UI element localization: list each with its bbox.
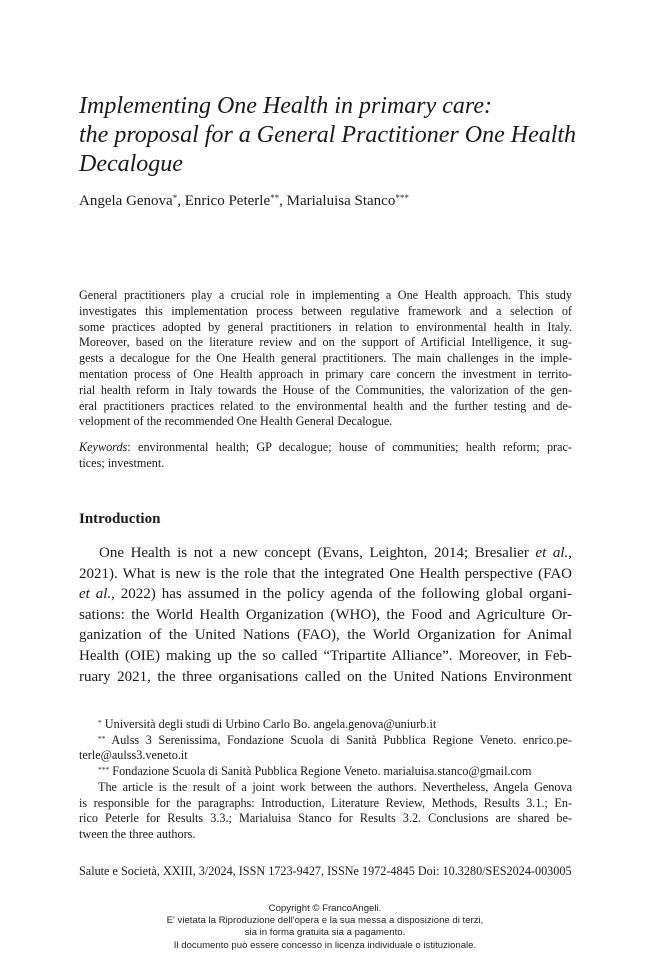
title-line: the proposal for a General Practitioner One Health — [79, 122, 577, 148]
copyright-line: Copyright © FrancoAngeli. — [268, 903, 382, 914]
abstract-line: gests a decalogue for the One Health general practitioners. The main challenges in the imple- — [79, 351, 572, 366]
copyright-notice — [0, 903, 650, 952]
footnote-mark: * — [98, 718, 102, 727]
author-list — [79, 191, 599, 211]
abstract-line: some practices adopted by general practitioners in relation to environmental health in Italy. — [79, 319, 572, 334]
author-footnote-mark: * — [172, 193, 178, 203]
keywords-text: : environmental health; GP decalogue; house of communities; health reform; prac- — [127, 440, 572, 454]
footnote-text: Fondazione Scuola di Sanità Pubblica Regione Veneto. marialuisa.stanco@gmail.com — [109, 764, 532, 779]
body-line: Health (OIE) making up the so called “Tripartite Alliance”. Moreover, in Feb- — [79, 647, 572, 664]
author-separator: , — [279, 193, 287, 209]
author-name: Angela Genova — [79, 193, 173, 209]
footnote-mark: *** — [98, 765, 110, 775]
author-contribution-note: is responsible for the paragraphs: Introduction, Literature Review, Methods, Results 3.1.; En- — [79, 795, 572, 810]
abstract-line: rial health reform in Italy towards the House of the Communities, the valorization of the gen- — [79, 382, 572, 397]
author-separator: , — [177, 193, 185, 209]
copyright-line: sia in forma gratuita sia a pagamento. — [244, 927, 406, 939]
author-contribution-note: The article is the result of a joint work between the authors. Nevertheless, Angela Genova — [98, 779, 572, 794]
author-contribution-note: rico Peterle for Results 3.3.; Marialuisa Stanco for Results 3.2. Conclusions are shared be- — [79, 811, 572, 826]
footnote-text: Università degli studi di Urbino Carlo Bo. angela.genova@uniurb.it — [101, 717, 437, 731]
journal-citation: Salute e Società, XXIII, 3/2024, ISSN 1723-9427, ISSNe 1972-4845 Doi: 10.3280/SES2024-003005 — [79, 864, 572, 878]
author-name: Marialuisa Stanco — [286, 193, 396, 209]
abstract-line: General practitioners play a crucial role in implementing a One Health approach. This study — [79, 288, 572, 302]
footnote-mark: ** — [98, 733, 106, 743]
abstract-line: Moreover, based on the literature review and on the support of Artificial Intelligence, it sug- — [79, 335, 572, 350]
abstract-line: eral practitioners practices related to the environmental health and the further testing and de- — [79, 398, 572, 413]
author-name: Enrico Peterle — [184, 193, 271, 209]
body-line: 2021). What is new is the role that the integrated One Health perspective (FAO — [79, 565, 572, 582]
abstract-line: velopment of the recommended One Health General Decalogue. — [79, 414, 393, 429]
body-line: One Health is not a new concept (Evans, Leighton, 2014; Bresalier et al., — [99, 545, 572, 561]
keywords-line — [79, 440, 572, 456]
abstract — [79, 288, 572, 430]
author-footnote-mark: ** — [270, 193, 280, 203]
body-line: ganization of the United Nations (FAO), the World Organization for Animal — [79, 627, 572, 644]
author-footnote-mark: *** — [395, 193, 409, 203]
footnote-2 — [79, 733, 572, 749]
keywords — [79, 440, 572, 472]
title-line: Implementing One Health in primary care: — [79, 93, 493, 119]
article-title — [79, 92, 599, 179]
introduction-paragraph — [79, 543, 572, 687]
keywords-line: tices; investment. — [79, 455, 165, 470]
abstract-line: mentation process of One Health approach in primary care concern the investment in territo- — [79, 366, 572, 381]
abstract-line: investigates this implementation process between regulative framework and a selection of — [79, 303, 572, 318]
footnotes — [79, 717, 572, 843]
footnote-text: Aulss 3 Serenissima, Fondazione Scuola di Sanità Pubblica Regione Veneto. enrico.pe- — [105, 732, 572, 747]
footnote-1 — [79, 717, 572, 733]
section-heading-introduction: Introduction — [79, 511, 161, 527]
body-line: sations: the World Health Organization (WHO), the Food and Agriculture Or- — [79, 606, 572, 623]
body-line: ruary 2021, the three organisations called on the United Nations Environment — [79, 668, 572, 685]
body-line: et al., 2022) has assumed in the policy agenda of the following global organi- — [79, 586, 573, 603]
footnote-2-continuation: terle@aulss3.veneto.it — [79, 748, 188, 763]
author-contribution-note: tween the three authors. — [79, 826, 196, 841]
keywords-label: Keywords — [79, 440, 128, 454]
copyright-line: Il documento può essere concesso in licenza individuale o istituzionale. — [173, 939, 477, 951]
copyright-line: E' vietata la Riproduzione dell'opera e la sua messa a disposizione di terzi, — [166, 915, 484, 927]
footnote-3 — [79, 764, 572, 780]
title-line: Decalogue — [79, 151, 183, 177]
